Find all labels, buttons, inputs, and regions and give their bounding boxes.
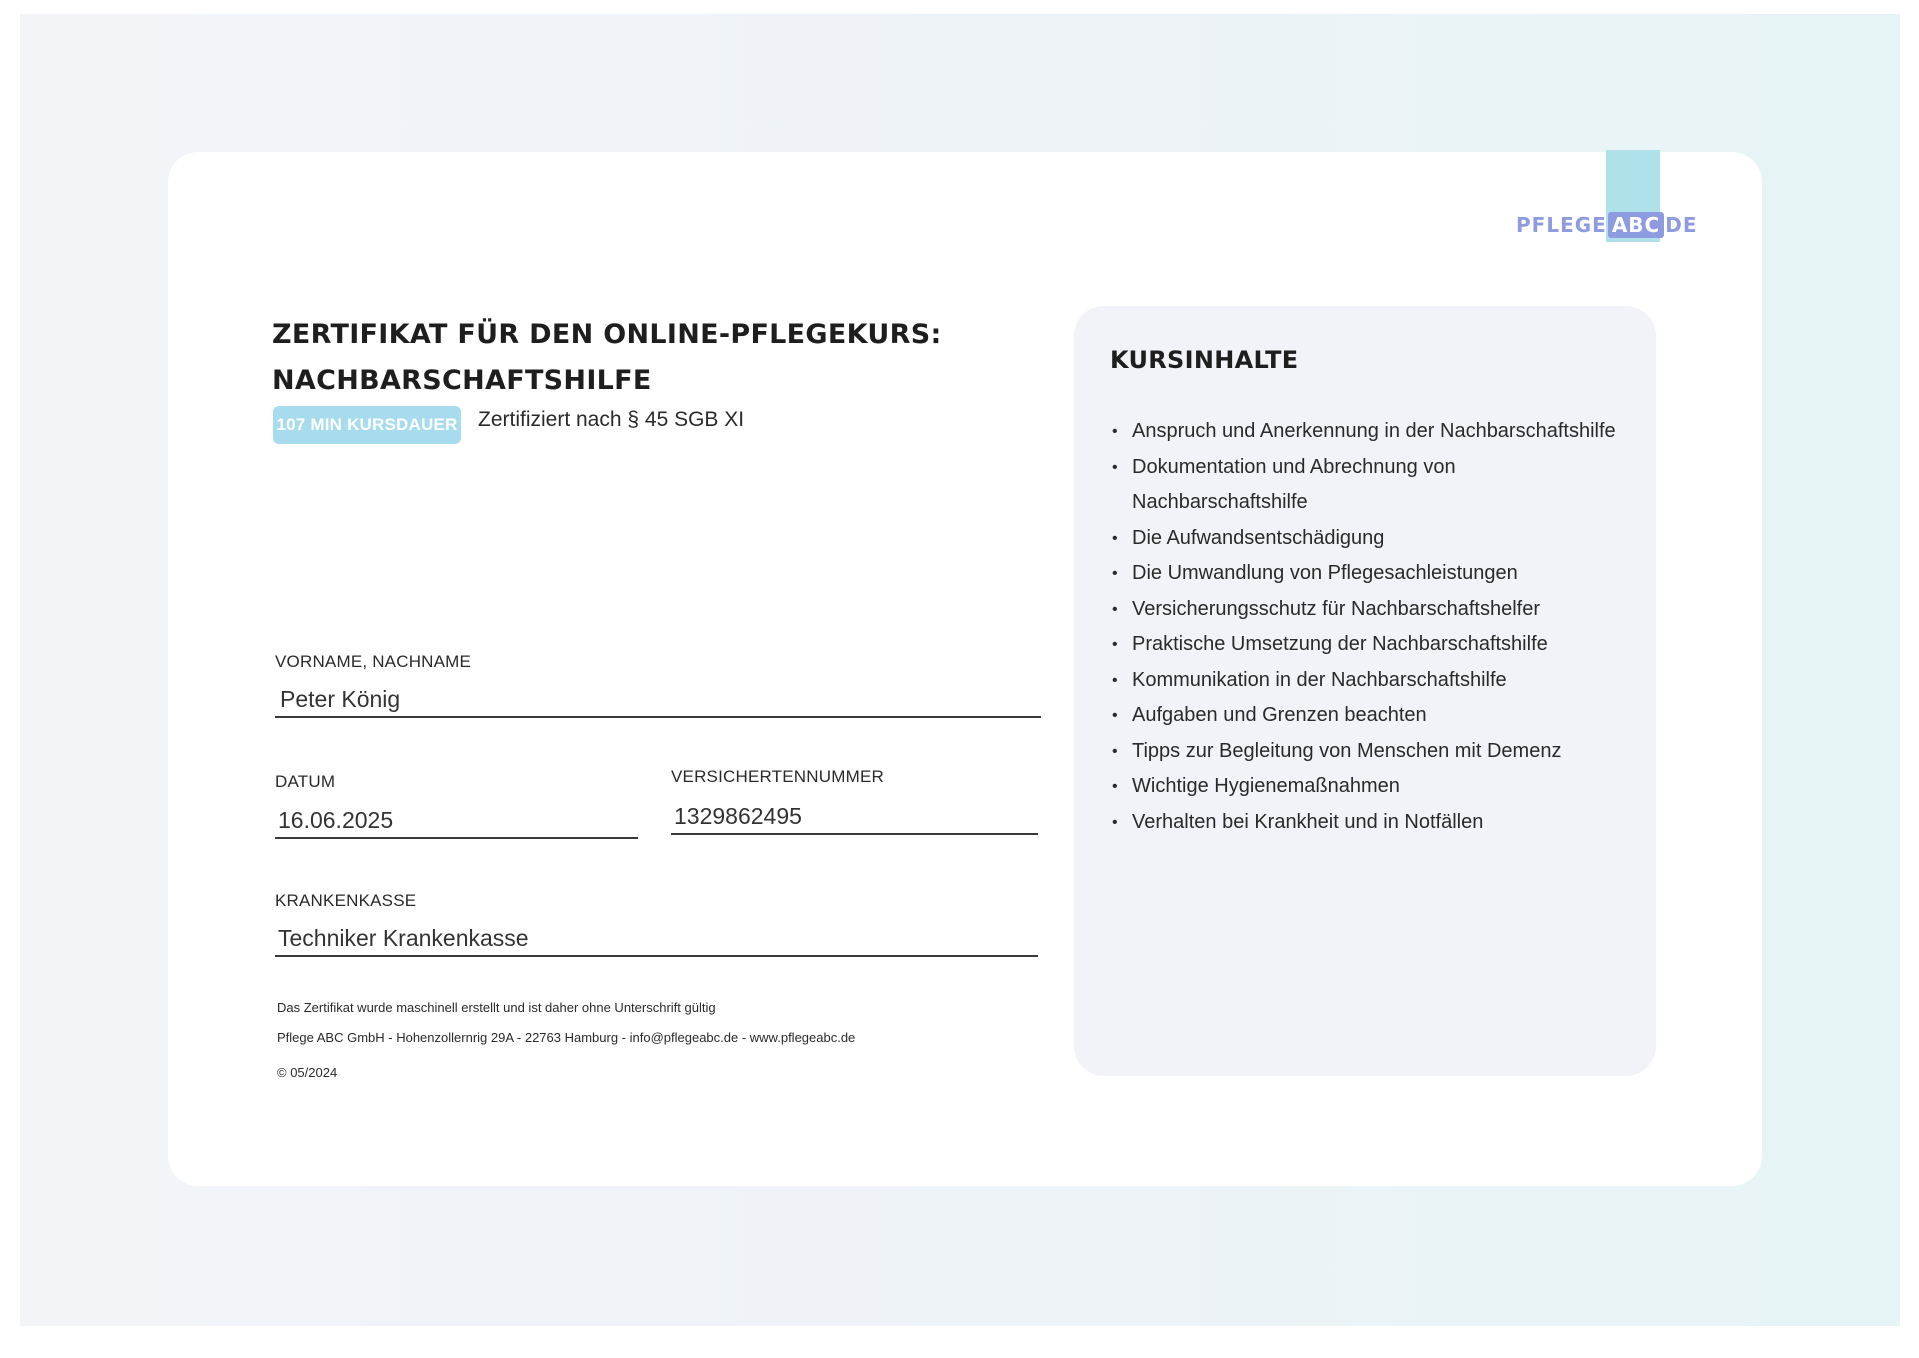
footer-copyright: © 05/2024 [277,1065,338,1080]
name-field: Peter König [275,682,1041,718]
logo-text [1516,212,1697,238]
course-contents-list [1110,414,1630,840]
course-content-item: • Tipps zur Begleitung von Menschen mit Demenz [1110,734,1630,770]
date-label: DATUM [275,772,336,791]
course-content-item: • Verhalten bei Krankheit und in Notfällen [1110,805,1630,841]
course-content-item: • Die Umwandlung von Pflegesachleistungen [1110,556,1630,592]
course-contents-panel [1074,306,1656,1076]
insurance-number-label: VERSICHERTENNUMMER [671,767,884,786]
course-content-item: • Die Aufwandsentschädigung [1110,521,1630,557]
certificate-title [272,312,1032,404]
certificate-title-line2: NACHBARSCHAFTSHILFE [272,365,652,396]
pflegeabc-logo [1516,150,1696,246]
course-content-item: • Wichtige Hygienemaßnahmen [1110,769,1630,805]
date-field: 16.06.2025 [275,803,638,839]
course-content-item: • Versicherungsschutz für Nachbarschaftshelfer [1110,592,1630,628]
logo-prefix: PFLEGE [1516,213,1607,237]
course-content-item: • Dokumentation und Abrechnung von Nachbarschaftshilfe [1110,450,1630,521]
certification-text: Zertifiziert nach § 45 SGB XI [478,408,745,431]
health-insurance-label: KRANKENKASSE [275,891,417,910]
logo-abc: ABC [1608,212,1664,238]
course-content-item: • Kommunikation in der Nachbarschaftshilfe [1110,663,1630,699]
course-content-item: • Aufgaben und Grenzen beachten [1110,698,1630,734]
course-contents-title: KURSINHALTE [1110,346,1299,374]
insurance-number-field: 1329862495 [671,799,1038,835]
course-content-item: • Praktische Umsetzung der Nachbarschaftshilfe [1110,627,1630,663]
logo-suffix: DE [1665,213,1698,237]
footer-address: Pflege ABC GmbH - Hohenzollernrig 29A - 22763 Hamburg - info@pflegeabc.de - www.pflegeabc.de [277,1030,856,1045]
course-content-item: • Anspruch und Anerkennung in der Nachbarschaftshilfe [1110,414,1630,450]
name-label: VORNAME, NACHNAME [275,652,472,671]
course-duration-badge: 107 MIN KURSDAUER [273,406,461,444]
health-insurance-field: Techniker Krankenkasse [275,921,1038,957]
footer-note: Das Zertifikat wurde maschinell erstellt und ist daher ohne Unterschrift gültig [277,1000,716,1015]
certificate-title-line1: ZERTIFIKAT FÜR DEN ONLINE-PFLEGEKURS: [272,319,942,350]
